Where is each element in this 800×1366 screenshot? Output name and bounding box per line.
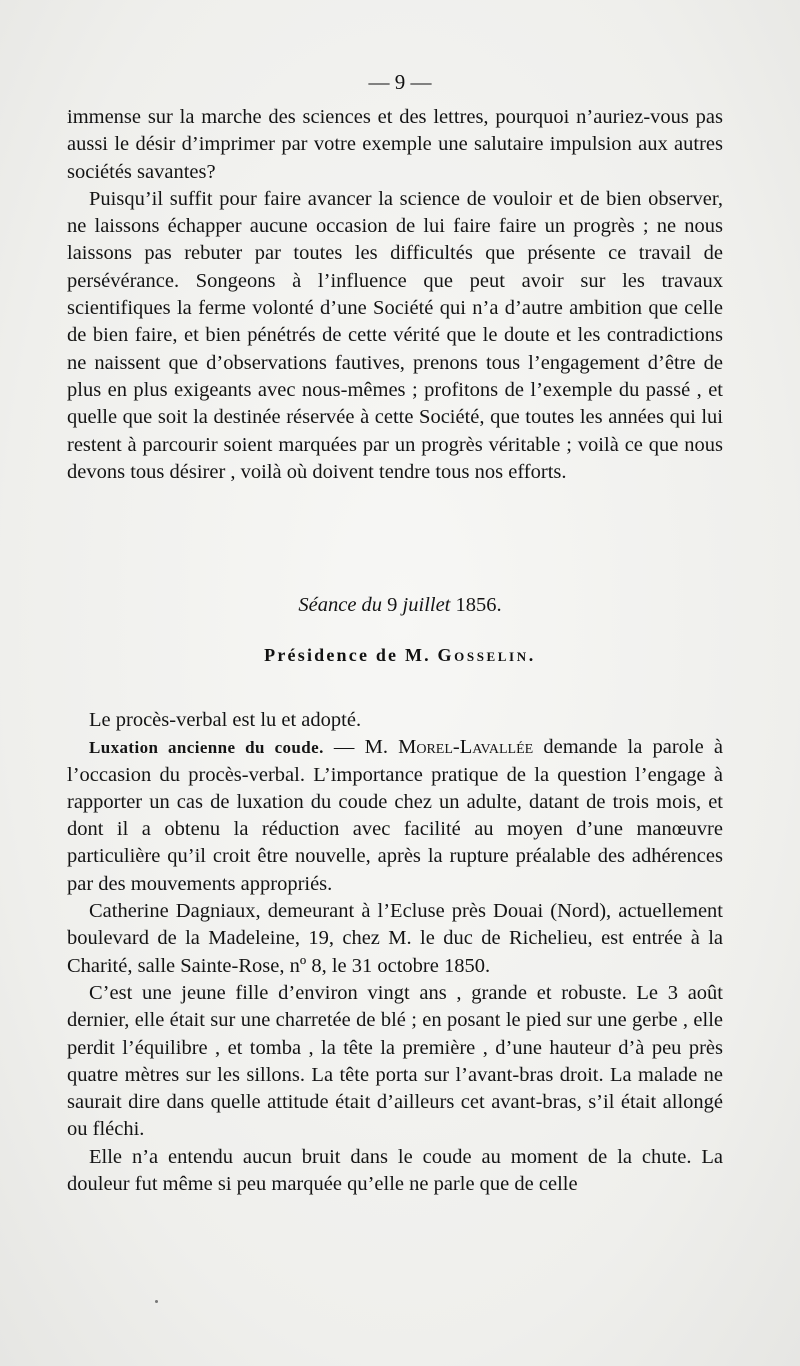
intro-paragraph-1: immense sur la marche des sciences et des lettres, pourquoi n’auriez-vous pas aussi le désir d’imprimer par votre exemple une salutaire impulsion aux autres sociétés savantes? [67,106,723,183]
intro-text [67,104,723,486]
case-dash: — M. [323,736,399,759]
minutes-paragraph: Le procès-verbal est lu et adopté. [89,709,362,731]
case-paragraph-1: Catherine Dagniaux, demeurant à l’Ecluse près Douai (Nord), actuellement boulevard de la Madeleine, 19, chez M. le duc de Richelieu, est entrée à la Charité, salle Sainte-Rose, nº 8, le 31 octobre 1850. [67,900,723,977]
session-label: Séance du [298,594,383,616]
presidence-name: Gosselin. [437,645,536,665]
session-month: juillet [402,594,451,616]
session-title [0,594,800,617]
case-opening-text: demande la parole à l’occasion du procès-verbal. L’importance pratique de la question l’engage à rapporter un cas de luxation du coude chez un adulte, datant de trois mois, et dont il a obtenu la réduction avec facilité au moyen d’une manœuvre particulière qu’il croit être nouvelle, après la rupture préalable des adhérences par des mouvements appropriés. [67,736,723,895]
session-day: 9 [387,594,398,616]
presidence-prefix: Présidence de M. [264,645,431,665]
case-paragraph-3: Elle n’a entendu aucun bruit dans le coude au moment de la chute. La douleur fut même si peu marquée qu’elle ne parle que de celle [67,1145,723,1196]
intro-paragraph-2: Puisqu’il suffit pour faire avancer la science de vouloir et de bien observer, ne laissons échapper aucune occasion de lui faire faire un progrès ; ne nous laissons pas rebuter par toutes les difficultés que présente ce travail de persévérance. Songeons à l’influence que peut avoir sur les travaux scientifiques la ferme volonté d’une Société qui n’a d’autre ambition que celle de bien faire, et bien pénétrés de cette vérité que le doute et les contradictions ne naissent que d’observations fautives, prenons tous l’engagement d’être de plus en plus exigeants avec nous-mêmes ; profitons de l’exemple du passé , et quelle que soit la destinée réservée à cette Société, que toutes les années qui lui restent à parcourir soient marquées par un progrès véritable ; voilà ce que nous devons tous désirer , voilà où doivent tendre tous nos efforts. [67,187,723,483]
page-number: — 9 — [368,70,432,94]
case-opening-paragraph [67,734,723,898]
case-author: Morel-Lavallée [398,736,534,759]
presidence-line [0,645,800,666]
case-heading: Luxation ancienne du coude. [89,738,324,758]
session-year: 1856. [455,594,502,616]
case-paragraph-2: C’est une jeune fille d’environ vingt ans , grande et robuste. Le 3 août dernier, elle était sur une charretée de blé ; en posant le pied sur une gerbe , elle perdit l’équilibre , et tomba , la tête la première , d’une hauteur d’à peu près quatre mètres sur les sillons. La tête porta sur l’avant-bras droit. La malade ne saurait dire dans quelle attitude était d’ailleurs cet avant-bras, s’il était allongé ou fléchi. [67,981,723,1141]
paper-speck [155,1300,158,1303]
case-text [67,707,723,1198]
